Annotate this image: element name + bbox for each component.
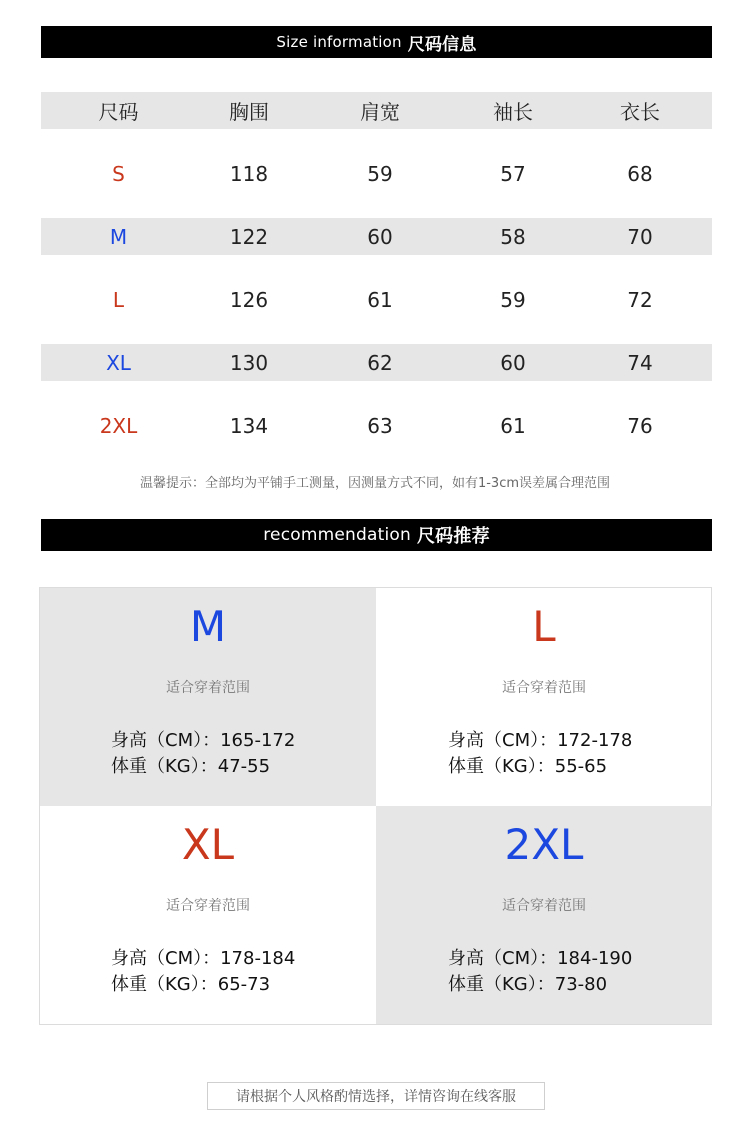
rec-height: 身高（CM）：178-184 [111,948,296,969]
table-row [41,218,712,255]
row-sleeve: 59 [500,287,526,312]
row-sleeve: 57 [500,161,526,186]
rec-height: 身高（CM）：172-178 [448,730,633,751]
header-sleeve: 袖长 [493,100,533,124]
table-row [41,407,712,444]
row-shoulder: 60 [367,224,393,249]
row-length: 74 [627,350,653,375]
rec-weight: 体重（KG）：65-73 [111,974,271,995]
recommendation-card-xl [40,806,376,1024]
row-size: M [109,224,128,249]
table-row [41,281,712,318]
rec-fit-label: 适合穿着范围 [166,898,250,914]
row-shoulder: 59 [367,161,393,186]
row-chest: 134 [229,413,269,438]
size-information-banner [41,26,712,58]
size-banner-cn: 尺码信息 [407,34,477,55]
row-size: L [112,287,125,312]
row-length: 68 [627,161,653,186]
rec-size-label: XL [181,820,235,869]
row-length: 72 [627,287,653,312]
rec-fit-label: 适合穿着范围 [502,898,586,914]
rec-height: 身高（CM）：165-172 [111,730,296,751]
header-chest: 胸围 [229,100,269,124]
rec-weight: 体重（KG）：73-80 [448,974,608,995]
header-shoulder: 肩宽 [360,100,400,124]
rec-size-label: M [189,602,227,651]
rec-banner-cn: 尺码推荐 [416,526,490,547]
header-length: 衣长 [620,100,660,124]
row-length: 70 [627,224,653,249]
rec-weight: 体重（KG）：55-65 [448,756,608,777]
row-sleeve: 58 [500,224,526,249]
rec-banner-en: recommendation [263,525,411,545]
rec-size-label: L [532,602,556,651]
row-shoulder: 61 [367,287,393,312]
footer-note: 请根据个人风格酌情选择，详情咨询在线客服 [207,1082,545,1110]
recommendation-card-m [40,588,376,806]
recommendation-grid [39,587,712,1025]
header-size: 尺码 [98,100,139,124]
recommendation-card-l [376,588,712,806]
table-row [41,344,712,381]
row-chest: 126 [229,287,269,312]
row-length: 76 [627,413,653,438]
recommendation-banner [41,519,712,551]
row-shoulder: 63 [367,413,393,438]
row-size: S [112,161,125,186]
measurement-hint: 温馨提示：全部均为平铺手工测量，因测量方式不同，如有1-3cm误差属合理范围 [139,476,611,491]
row-shoulder: 62 [367,350,393,375]
rec-size-label: 2XL [504,820,584,869]
rec-fit-label: 适合穿着范围 [502,680,586,696]
rec-weight: 体重（KG）：47-55 [111,756,271,777]
row-chest: 130 [229,350,269,375]
row-sleeve: 61 [500,413,526,438]
size-table [41,92,712,444]
row-size: 2XL [99,413,138,438]
rec-fit-label: 适合穿着范围 [166,680,250,696]
table-header-row [41,92,712,129]
row-chest: 118 [229,161,269,186]
row-chest: 122 [229,224,269,249]
row-size: XL [106,350,131,375]
size-banner-en: Size information [276,33,402,51]
row-sleeve: 60 [500,350,526,375]
table-row [41,155,712,192]
rec-height: 身高（CM）：184-190 [448,948,633,969]
recommendation-card-2xl [376,806,712,1024]
